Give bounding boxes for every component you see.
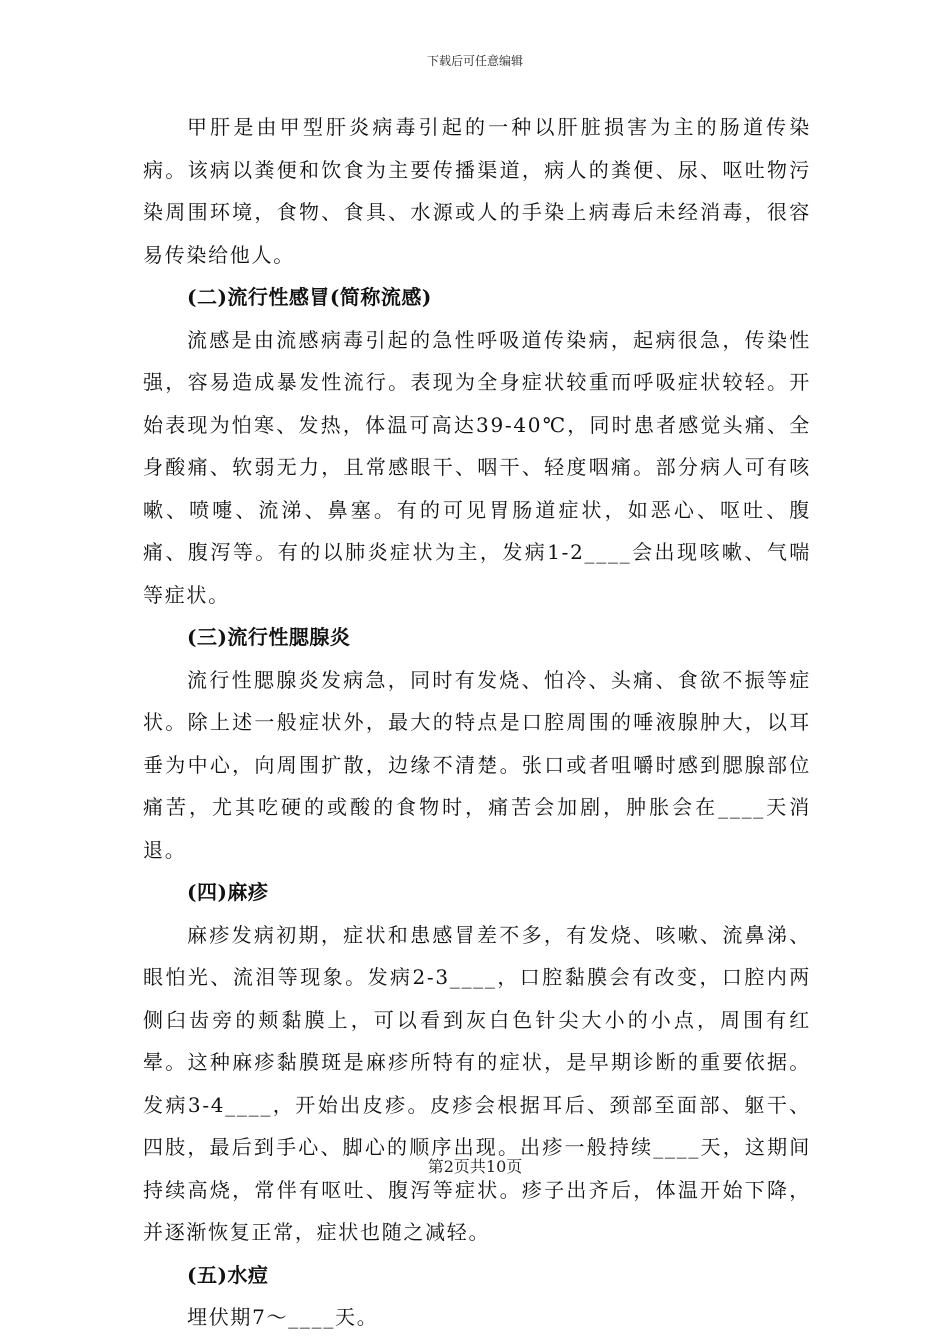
page-footer: 第2页共10页 bbox=[427, 1157, 523, 1176]
paragraph-hepatitis-a: 甲肝是由甲型肝炎病毒引起的一种以肝脏损害为主的肠道传染病。该病以粪便和饮食为主要传播渠道，病人的粪便、尿、呕吐物污染周围环境，食物、食具、水源或人的手染上病毒后未经消毒，很容易传染给他人。 bbox=[143, 115, 811, 267]
page-header: 下载后可任意编辑 bbox=[426, 54, 523, 68]
heading-influenza: (二)流行性感冒(简称流感) bbox=[187, 285, 432, 309]
paragraph-mumps: 流行性腮腺炎发病急，同时有发烧、怕冷、头痛、食欲不振等症状。除上述一般症状外，最大的特点是口腔周围的唾液腺肿大，以耳垂为中心，向周围扩散，边缘不清楚。张口或者咀嚼时感到腮腺部位痛苦，尤其吃硬的或酸的食物时，痛苦会加剧，肿胀会在____天消退。 bbox=[143, 667, 811, 862]
heading-chickenpox: (五)水痘 bbox=[187, 1262, 269, 1287]
heading-measles: (四)麻疹 bbox=[187, 880, 269, 904]
paragraph-influenza: 流感是由流感病毒引起的急性呼吸道传染病，起病很急，传染性强，容易造成暴发性流行。表现为全身症状较重而呼吸症状较轻。开始表现为怕寒、发热，体温可高达39-40℃，同时患者感觉头痛、全身酸痛、软弱无力，且常感眼干、咽干、轻度咽痛。部分病人可有咳嗽、喷嚏、流涕、鼻塞。有的可见胃肠道症状，如恶心、呕吐、腹痛、腹泻等。有的以肺炎症状为主，发病1-2____会出现咳嗽、气喘等症状。 bbox=[143, 327, 811, 607]
document-body bbox=[143, 106, 811, 1339]
heading-mumps: (三)流行性腮腺炎 bbox=[187, 625, 351, 649]
paragraph-chickenpox: 埋伏期7～____天。 bbox=[187, 1305, 379, 1329]
paragraph-measles: 麻疹发病初期，症状和患感冒差不多，有发烧、咳嗽、流鼻涕、眼怕光、流泪等现象。发病2-3____，口腔黏膜会有改变，口腔内两侧臼齿旁的颊黏膜上，可以看到灰白色针尖大小的小点，周围有红晕。这种麻疹黏膜斑是麻疹所特有的症状，是早期诊断的重要依据。发病3-4____，开始出皮疹。皮疹会根据耳后、颈部至面部、躯干、四肢，最后到手心、脚心的顺序出现。出疹一般持续____天，这期间持续高烧，常伴有呕吐、腹泻等症状。疹子出齐后，体温开始下降，并逐渐恢复正常，症状也随之减轻。 bbox=[143, 922, 811, 1244]
